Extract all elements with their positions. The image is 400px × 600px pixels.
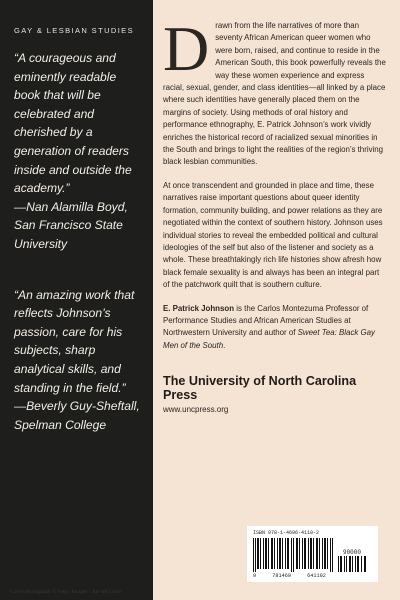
drop-cap: D: [163, 13, 210, 84]
isbn-barcode: [247, 526, 378, 582]
description-column: [153, 0, 400, 600]
description-paragraph-1: [163, 13, 386, 169]
barcode-digits-right: 641102: [307, 573, 326, 579]
description-paragraph-2: At once transcendent and grounded in place and time, these narratives raise important questions about queer identity formation, community building, and power relations as they are negotiated within the context of southern history. Johnson uses individual stories to reveal the embedded political and cultural ideologies of the self but also of the listener and society as a whole. These breathtakingly rich life histories show afresh how black female sexuality is and always has been an integral part of the patchwork quilt that is southern culture.: [163, 180, 383, 290]
barcode-digits-left: 781469: [272, 573, 291, 579]
photo-credit: Cover photograph © Getty Images / Jim McGuire.: [10, 589, 123, 595]
blurb-column: [0, 0, 153, 600]
blurb-quote-2: [14, 286, 143, 435]
blurb-quote-2-text: “An amazing work that reflects Johnson’s passion, care for his subjects, sharp analytical skills, and standing in the field.”: [14, 287, 135, 395]
ean-barcode-icon: [253, 538, 335, 572]
blurb-quote-1-attribution: —Nan Alamilla Boyd, San Francisco State University: [14, 199, 128, 251]
author-previous-book: Sweet Tea: Black Gay Men of the South: [163, 328, 375, 350]
blurb-quote-1: [14, 49, 143, 254]
blurb-quote-2-attribution: —Beverly Guy-Sheftall, Spelman College: [14, 399, 140, 432]
author-bio-end: .: [223, 340, 226, 350]
publisher-name: The University of North Carolina Press: [163, 374, 357, 403]
price-code: 90000: [342, 549, 362, 556]
price-barcode-icon: [337, 548, 367, 572]
blurb-quote-1-text: “A courageous and eminently readable book that will be celebrated and cherished by a generation of readers inside and outside the academy.”: [14, 51, 132, 196]
isbn-text: ISBN 978-1-4696-4110-2: [253, 530, 320, 536]
author-bio-text: is the Carlos Montezuma Professor of Performance Studies and African American Studies at Northwestern University and author of: [163, 303, 369, 338]
series-label: GAY & LESBIAN STUDIES: [14, 26, 134, 35]
barcode-digits: [253, 573, 372, 579]
barcode-digit-prefix: 9: [253, 573, 257, 579]
barcode-bars: [253, 538, 372, 572]
author-bio: [163, 303, 386, 353]
publisher-url: www.uncpress.org: [163, 405, 229, 415]
description-paragraph-1-text: rawn from the life narratives of more than seventy African American queer women who were born, raised, and continue to reside in the American South, this book powerfully reveals the way these women experience and express racial, sexual, gender, and class identities—all linked by a place where such identities have generally placed them on the margins of society. Using methods of oral history and performance ethnography, E. Patrick Johnson’s work vividly enriches the historical record of racialized sexual minorities in the South and brings to light the realities of the region’s thriving black lesbian communities.: [163, 21, 386, 167]
isbn-number: [253, 530, 372, 536]
author-name: E. Patrick Johnson: [163, 303, 235, 313]
description-body: [163, 13, 386, 352]
